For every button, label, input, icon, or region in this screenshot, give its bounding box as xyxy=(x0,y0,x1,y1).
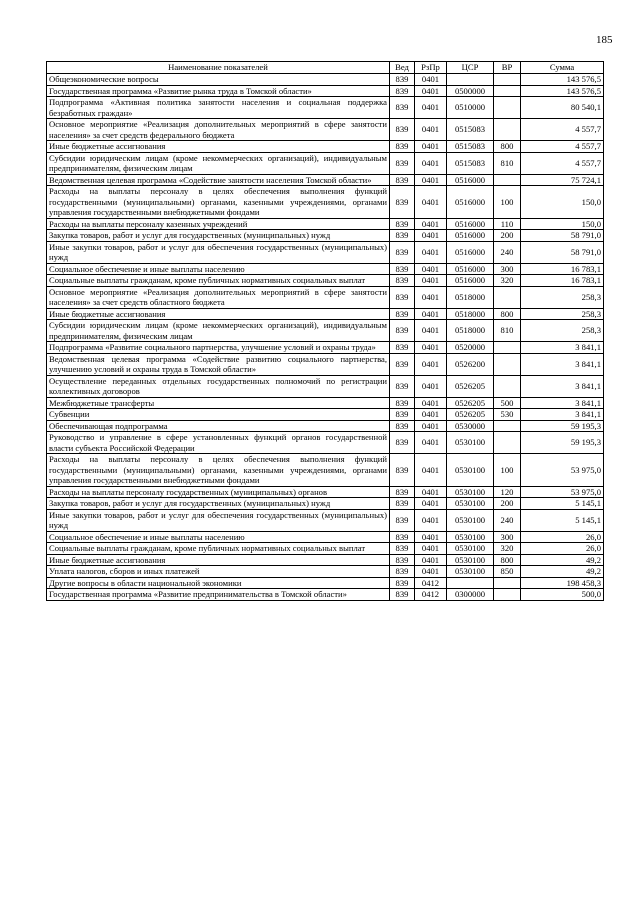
table-row xyxy=(47,141,604,153)
table-row xyxy=(47,420,604,432)
cell-sum: 150,0 xyxy=(521,186,604,219)
cell-rzpr: 0401 xyxy=(415,119,447,141)
table-row xyxy=(47,320,604,342)
cell-csr: 0515083 xyxy=(447,119,494,141)
cell-vr xyxy=(494,342,521,354)
cell-rzpr: 0401 xyxy=(415,342,447,354)
cell-csr: 0518000 xyxy=(447,308,494,320)
cell-vr: 100 xyxy=(494,454,521,487)
header-sum: Сумма xyxy=(521,62,604,74)
cell-csr: 0530100 xyxy=(447,509,494,531)
table-row xyxy=(47,174,604,186)
table-row xyxy=(47,531,604,543)
cell-name: Расходы на выплаты персоналу казенных учреждений xyxy=(47,218,390,230)
cell-csr: 0526205 xyxy=(447,375,494,397)
cell-name: Иные закупки товаров, работ и услуг для обеспечения государственных (муниципальных) нужд xyxy=(47,241,390,263)
table-row xyxy=(47,486,604,498)
cell-rzpr: 0401 xyxy=(415,174,447,186)
cell-csr xyxy=(447,577,494,589)
cell-sum: 26,0 xyxy=(521,531,604,543)
cell-ved: 839 xyxy=(390,397,415,409)
table-row xyxy=(47,498,604,510)
cell-sum: 49,2 xyxy=(521,566,604,578)
budget-table xyxy=(46,61,604,601)
cell-ved: 839 xyxy=(390,275,415,287)
cell-ved: 839 xyxy=(390,577,415,589)
cell-csr: 0516000 xyxy=(447,230,494,242)
cell-ved: 839 xyxy=(390,509,415,531)
cell-name: Подпрограмма «Развитие социального партнерства, улучшение условий и охраны труда» xyxy=(47,342,390,354)
header-vr: ВР xyxy=(494,62,521,74)
cell-rzpr: 0401 xyxy=(415,230,447,242)
cell-sum: 53 975,0 xyxy=(521,454,604,487)
header-rzpr: РзПр xyxy=(415,62,447,74)
cell-sum: 500,0 xyxy=(521,589,604,601)
cell-name: Государственная программа «Развитие предпринимательства в Томской области» xyxy=(47,589,390,601)
cell-csr: 0516000 xyxy=(447,174,494,186)
cell-rzpr: 0401 xyxy=(415,241,447,263)
cell-vr xyxy=(494,589,521,601)
cell-vr: 810 xyxy=(494,152,521,174)
cell-rzpr: 0401 xyxy=(415,263,447,275)
cell-name: Уплата налогов, сборов и иных платежей xyxy=(47,566,390,578)
cell-vr: 240 xyxy=(494,509,521,531)
cell-vr: 200 xyxy=(494,498,521,510)
cell-sum: 58 791,0 xyxy=(521,241,604,263)
cell-csr: 0516000 xyxy=(447,186,494,219)
cell-vr: 120 xyxy=(494,486,521,498)
table-row xyxy=(47,74,604,86)
table-row xyxy=(47,308,604,320)
cell-vr xyxy=(494,375,521,397)
cell-name: Иные бюджетные ассигнования xyxy=(47,308,390,320)
cell-name: Субсидии юридическим лицам (кроме некоммерческих организаций), индивидуальным предпринимателям, физическим лицам xyxy=(47,320,390,342)
cell-name: Общеэкономические вопросы xyxy=(47,74,390,86)
cell-rzpr: 0401 xyxy=(415,152,447,174)
cell-name: Обеспечивающая подпрограмма xyxy=(47,420,390,432)
cell-rzpr: 0401 xyxy=(415,286,447,308)
cell-sum: 258,3 xyxy=(521,320,604,342)
cell-name: Основное мероприятие «Реализация дополнительных мероприятий в сфере занятости населения» за счет средств областного бюджета xyxy=(47,286,390,308)
cell-csr: 0530100 xyxy=(447,454,494,487)
cell-rzpr: 0401 xyxy=(415,275,447,287)
cell-vr: 810 xyxy=(494,320,521,342)
cell-sum: 16 783,1 xyxy=(521,275,604,287)
cell-ved: 839 xyxy=(390,498,415,510)
cell-rzpr: 0412 xyxy=(415,577,447,589)
cell-rzpr: 0401 xyxy=(415,454,447,487)
cell-name: Социальное обеспечение и иные выплаты населению xyxy=(47,531,390,543)
cell-rzpr: 0401 xyxy=(415,509,447,531)
cell-rzpr: 0401 xyxy=(415,432,447,454)
cell-vr xyxy=(494,577,521,589)
cell-csr: 0500000 xyxy=(447,85,494,97)
cell-csr xyxy=(447,74,494,86)
cell-rzpr: 0401 xyxy=(415,397,447,409)
cell-ved: 839 xyxy=(390,74,415,86)
cell-sum: 59 195,3 xyxy=(521,432,604,454)
cell-ved: 839 xyxy=(390,454,415,487)
cell-csr: 0530100 xyxy=(447,486,494,498)
cell-ved: 839 xyxy=(390,218,415,230)
cell-sum: 4 557,7 xyxy=(521,141,604,153)
cell-sum: 3 841,1 xyxy=(521,375,604,397)
cell-name: Субвенции xyxy=(47,409,390,421)
header-name: Наименование показателей xyxy=(47,62,390,74)
cell-rzpr: 0401 xyxy=(415,218,447,230)
cell-vr: 200 xyxy=(494,230,521,242)
cell-csr: 0530100 xyxy=(447,432,494,454)
cell-name: Расходы на выплаты персоналу в целях обеспечения выполнения функций государственными (муниципальными) органами, казенными учреждениями, органами управления государственными внебюджетными фондами xyxy=(47,454,390,487)
cell-name: Основное мероприятие «Реализация дополнительных мероприятий в сфере занятости населения» за счет средств федерального бюджета xyxy=(47,119,390,141)
cell-sum: 258,3 xyxy=(521,308,604,320)
cell-name: Руководство и управление в сфере установленных функций органов государственной власти субъекта Российской Федерации xyxy=(47,432,390,454)
cell-ved: 839 xyxy=(390,85,415,97)
cell-ved: 839 xyxy=(390,320,415,342)
cell-ved: 839 xyxy=(390,97,415,119)
cell-vr xyxy=(494,353,521,375)
cell-vr: 320 xyxy=(494,275,521,287)
cell-vr xyxy=(494,74,521,86)
cell-name: Межбюджетные трансферты xyxy=(47,397,390,409)
cell-csr: 0516000 xyxy=(447,275,494,287)
cell-name: Закупка товаров, работ и услуг для государственных (муниципальных) нужд xyxy=(47,230,390,242)
cell-vr xyxy=(494,420,521,432)
cell-vr: 110 xyxy=(494,218,521,230)
cell-sum: 75 724,1 xyxy=(521,174,604,186)
cell-csr: 0530100 xyxy=(447,531,494,543)
table-row xyxy=(47,85,604,97)
cell-ved: 839 xyxy=(390,263,415,275)
table-row xyxy=(47,554,604,566)
cell-name: Осуществление переданных отдельных государственных полномочий по регистрации коллективных договоров xyxy=(47,375,390,397)
cell-sum: 198 458,3 xyxy=(521,577,604,589)
cell-sum: 3 841,1 xyxy=(521,353,604,375)
cell-name: Подпрограмма «Активная политика занятости населения и социальная поддержка безработных граждан» xyxy=(47,97,390,119)
cell-rzpr: 0401 xyxy=(415,74,447,86)
table-row xyxy=(47,577,604,589)
cell-sum: 59 195,3 xyxy=(521,420,604,432)
table-row xyxy=(47,566,604,578)
cell-rzpr: 0401 xyxy=(415,308,447,320)
cell-name: Социальные выплаты гражданам, кроме публичных нормативных социальных выплат xyxy=(47,275,390,287)
cell-name: Расходы на выплаты персоналу государственных (муниципальных) органов xyxy=(47,486,390,498)
table-row xyxy=(47,375,604,397)
cell-ved: 839 xyxy=(390,230,415,242)
cell-sum: 3 841,1 xyxy=(521,409,604,421)
cell-vr xyxy=(494,174,521,186)
cell-csr: 0515083 xyxy=(447,152,494,174)
cell-csr: 0530000 xyxy=(447,420,494,432)
table-body xyxy=(47,74,604,601)
cell-sum: 53 975,0 xyxy=(521,486,604,498)
table-row xyxy=(47,97,604,119)
cell-ved: 839 xyxy=(390,308,415,320)
cell-sum: 4 557,7 xyxy=(521,152,604,174)
cell-vr: 320 xyxy=(494,543,521,555)
cell-rzpr: 0401 xyxy=(415,97,447,119)
cell-name: Иные бюджетные ассигнования xyxy=(47,141,390,153)
cell-rzpr: 0401 xyxy=(415,186,447,219)
table-row xyxy=(47,275,604,287)
cell-rzpr: 0401 xyxy=(415,420,447,432)
cell-csr: 0530100 xyxy=(447,566,494,578)
cell-sum: 4 557,7 xyxy=(521,119,604,141)
cell-ved: 839 xyxy=(390,554,415,566)
cell-vr: 800 xyxy=(494,554,521,566)
cell-name: Закупка товаров, работ и услуг для государственных (муниципальных) нужд xyxy=(47,498,390,510)
table-row xyxy=(47,589,604,601)
cell-vr: 500 xyxy=(494,397,521,409)
cell-name: Ведомственная целевая программа «Содействие развитию социального партнерства, улучшению условий и охраны труда в Томской области» xyxy=(47,353,390,375)
cell-name: Иные бюджетные ассигнования xyxy=(47,554,390,566)
cell-name: Государственная программа «Развитие рынка труда в Томской области» xyxy=(47,85,390,97)
cell-vr: 530 xyxy=(494,409,521,421)
cell-ved: 839 xyxy=(390,409,415,421)
cell-rzpr: 0401 xyxy=(415,486,447,498)
cell-rzpr: 0401 xyxy=(415,141,447,153)
cell-csr: 0516000 xyxy=(447,241,494,263)
cell-ved: 839 xyxy=(390,342,415,354)
cell-rzpr: 0401 xyxy=(415,531,447,543)
cell-sum: 3 841,1 xyxy=(521,342,604,354)
cell-sum: 143 576,5 xyxy=(521,85,604,97)
cell-csr: 0526205 xyxy=(447,397,494,409)
table-row xyxy=(47,286,604,308)
cell-ved: 839 xyxy=(390,119,415,141)
cell-csr: 0518000 xyxy=(447,320,494,342)
table-row xyxy=(47,152,604,174)
table-row xyxy=(47,409,604,421)
cell-csr: 0516000 xyxy=(447,218,494,230)
table-row xyxy=(47,342,604,354)
cell-rzpr: 0401 xyxy=(415,566,447,578)
table-row xyxy=(47,432,604,454)
cell-ved: 839 xyxy=(390,589,415,601)
cell-csr: 0530100 xyxy=(447,554,494,566)
cell-rzpr: 0401 xyxy=(415,543,447,555)
cell-sum: 258,3 xyxy=(521,286,604,308)
cell-sum: 16 783,1 xyxy=(521,263,604,275)
cell-ved: 839 xyxy=(390,566,415,578)
cell-csr: 0520000 xyxy=(447,342,494,354)
cell-sum: 143 576,5 xyxy=(521,74,604,86)
cell-name: Социальные выплаты гражданам, кроме публичных нормативных социальных выплат xyxy=(47,543,390,555)
cell-vr: 240 xyxy=(494,241,521,263)
cell-csr: 0518000 xyxy=(447,286,494,308)
cell-vr xyxy=(494,119,521,141)
table-header-row xyxy=(47,62,604,74)
cell-ved: 839 xyxy=(390,353,415,375)
table-row xyxy=(47,454,604,487)
cell-sum: 26,0 xyxy=(521,543,604,555)
cell-ved: 839 xyxy=(390,141,415,153)
cell-csr: 0530100 xyxy=(447,498,494,510)
cell-vr xyxy=(494,85,521,97)
cell-sum: 80 540,1 xyxy=(521,97,604,119)
table-row xyxy=(47,509,604,531)
cell-sum: 3 841,1 xyxy=(521,397,604,409)
cell-csr: 0530100 xyxy=(447,543,494,555)
cell-ved: 839 xyxy=(390,420,415,432)
cell-vr xyxy=(494,97,521,119)
cell-csr: 0516000 xyxy=(447,263,494,275)
cell-rzpr: 0401 xyxy=(415,375,447,397)
cell-sum: 150,0 xyxy=(521,218,604,230)
cell-ved: 839 xyxy=(390,486,415,498)
cell-vr: 800 xyxy=(494,141,521,153)
table-row xyxy=(47,186,604,219)
cell-ved: 839 xyxy=(390,543,415,555)
cell-vr: 300 xyxy=(494,531,521,543)
cell-csr: 0510000 xyxy=(447,97,494,119)
cell-name: Другие вопросы в области национальной экономики xyxy=(47,577,390,589)
cell-vr: 800 xyxy=(494,308,521,320)
table-row xyxy=(47,543,604,555)
header-ved: Вед xyxy=(390,62,415,74)
table-row xyxy=(47,263,604,275)
cell-sum: 58 791,0 xyxy=(521,230,604,242)
page-number: 185 xyxy=(596,34,613,46)
cell-name: Ведомственная целевая программа «Содействие занятости населения Томской области» xyxy=(47,174,390,186)
cell-rzpr: 0401 xyxy=(415,498,447,510)
cell-ved: 839 xyxy=(390,432,415,454)
cell-ved: 839 xyxy=(390,531,415,543)
cell-sum: 49,2 xyxy=(521,554,604,566)
cell-ved: 839 xyxy=(390,286,415,308)
cell-vr: 850 xyxy=(494,566,521,578)
cell-csr: 0526200 xyxy=(447,353,494,375)
cell-vr xyxy=(494,432,521,454)
cell-rzpr: 0401 xyxy=(415,409,447,421)
table-row xyxy=(47,353,604,375)
cell-rzpr: 0412 xyxy=(415,589,447,601)
cell-name: Субсидии юридическим лицам (кроме некоммерческих организаций), индивидуальным предпринимателям, физическим лицам xyxy=(47,152,390,174)
header-csr: ЦСР xyxy=(447,62,494,74)
cell-vr xyxy=(494,286,521,308)
cell-sum: 5 145,1 xyxy=(521,509,604,531)
cell-rzpr: 0401 xyxy=(415,85,447,97)
table-row xyxy=(47,230,604,242)
cell-csr: 0515083 xyxy=(447,141,494,153)
cell-rzpr: 0401 xyxy=(415,353,447,375)
cell-rzpr: 0401 xyxy=(415,554,447,566)
cell-ved: 839 xyxy=(390,241,415,263)
cell-name: Социальное обеспечение и иные выплаты населению xyxy=(47,263,390,275)
table-row xyxy=(47,241,604,263)
cell-name: Иные закупки товаров, работ и услуг для обеспечения государственных (муниципальных) нужд xyxy=(47,509,390,531)
cell-name: Расходы на выплаты персоналу в целях обеспечения выполнения функций государственными (муниципальными) органами, казенными учреждениями, органами управления государственными внебюджетными фондами xyxy=(47,186,390,219)
table-row xyxy=(47,218,604,230)
cell-ved: 839 xyxy=(390,375,415,397)
cell-ved: 839 xyxy=(390,152,415,174)
cell-csr: 0526205 xyxy=(447,409,494,421)
cell-rzpr: 0401 xyxy=(415,320,447,342)
cell-ved: 839 xyxy=(390,186,415,219)
cell-sum: 5 145,1 xyxy=(521,498,604,510)
table-row xyxy=(47,397,604,409)
table-row xyxy=(47,119,604,141)
cell-vr: 300 xyxy=(494,263,521,275)
cell-ved: 839 xyxy=(390,174,415,186)
cell-csr: 0300000 xyxy=(447,589,494,601)
cell-vr: 100 xyxy=(494,186,521,219)
